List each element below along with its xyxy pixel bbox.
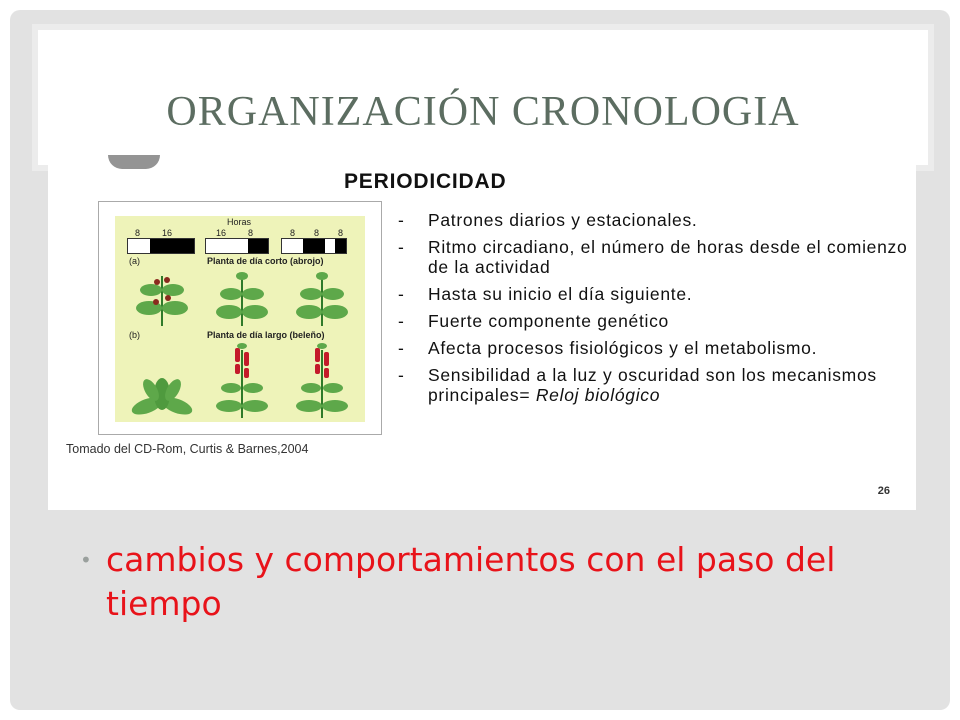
list-item: - Ritmo circadiano, el número de horas desde el comienzo de la actividad [398, 237, 908, 277]
panel-a-title: Planta de día corto (abrojo) [207, 256, 324, 266]
figure-caption: Tomado del CD-Rom, Curtis & Barnes,2004 [66, 442, 309, 456]
rosette-plant-icon [127, 358, 197, 420]
title-placeholder [38, 30, 928, 165]
photoperiod-figure [115, 216, 365, 422]
hours-number: 8 [338, 228, 344, 238]
body-bullet-list [80, 538, 940, 626]
periodicity-list [398, 210, 916, 405]
body-bullet: • cambios y comportamientos con el paso del tiempo [80, 540, 836, 623]
page-number: 26 [877, 485, 890, 497]
flowering-plant-icon [207, 342, 277, 420]
embedded-slide-image [48, 155, 916, 510]
slide [10, 10, 950, 710]
hours-number: 8 [290, 228, 296, 238]
day-night-bar [205, 238, 269, 254]
flowering-plant-icon [287, 342, 357, 420]
hours-number: 8 [314, 228, 320, 238]
hours-number: 8 [135, 228, 141, 238]
panel-b-label: (b) [129, 330, 140, 340]
bullet-icon: • [80, 548, 92, 572]
panel-a-label: (a) [129, 256, 140, 266]
list-item: - Sensibilidad a la luz y oscuridad son los mecanismos principales= Reloj biológico [398, 365, 877, 405]
day-night-bar [127, 238, 195, 254]
flowering-plant-icon [127, 268, 197, 328]
photoperiod-figure-frame [98, 201, 382, 435]
list-item: - Patrones diarios y estacionales. [398, 210, 698, 230]
hours-number: 8 [248, 228, 254, 238]
slide-title: ORGANIZACIÓN CRONOLOGIA [166, 89, 800, 135]
list-item: - Hasta su inicio el día siguiente. [398, 284, 693, 304]
hours-number: 16 [216, 228, 227, 238]
plant-icon [287, 268, 357, 328]
list-item: - Afecta procesos fisiológicos y el metabolismo. [398, 338, 818, 358]
day-night-bar [281, 238, 347, 254]
plant-icon [207, 268, 277, 328]
figure-hours-label: Horas [227, 217, 252, 227]
panel-b-title: Planta de día largo (beleño) [207, 330, 325, 340]
hours-number: 16 [162, 228, 173, 238]
list-item: - Fuerte componente genético [398, 311, 669, 331]
decorative-shape [108, 155, 160, 169]
image-heading: PERIODICIDAD [344, 170, 507, 193]
